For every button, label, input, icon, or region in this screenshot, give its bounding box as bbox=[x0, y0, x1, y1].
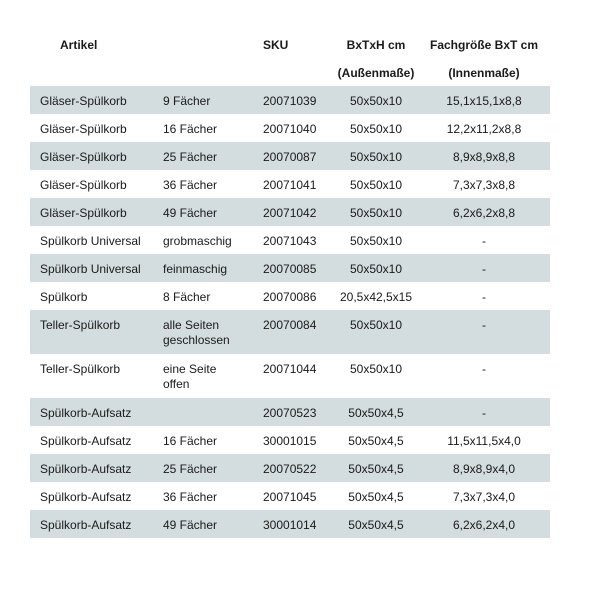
table-row bbox=[30, 482, 550, 510]
cell-dimensions: 50x50x4,5 bbox=[348, 434, 404, 448]
cell-sku: 20070086 bbox=[263, 290, 317, 304]
cell-sku: 20070523 bbox=[263, 406, 317, 420]
header-compartment-note: (Innenmaße) bbox=[448, 66, 520, 80]
cell-artikel: Teller-Spülkorb bbox=[40, 362, 121, 376]
cell-dimensions: 50x50x4,5 bbox=[348, 462, 404, 476]
cell-variante: eine Seite bbox=[163, 362, 217, 376]
cell-compartment-size: 7,3x7,3x8,8 bbox=[452, 178, 516, 192]
cell-artikel: Teller-Spülkorb bbox=[40, 318, 121, 332]
table-row bbox=[30, 142, 550, 170]
table-body bbox=[30, 86, 550, 538]
table-row bbox=[30, 86, 550, 114]
table-row bbox=[30, 198, 550, 226]
cell-variante: 25 Fächer bbox=[163, 462, 218, 476]
cell-compartment-size: 6,2x6,2x4,0 bbox=[452, 518, 516, 532]
cell-variante-line2: offen bbox=[163, 377, 190, 391]
cell-sku: 20071044 bbox=[263, 362, 317, 376]
cell-compartment-size: - bbox=[482, 362, 486, 376]
cell-dimensions: 50x50x10 bbox=[349, 318, 403, 332]
cell-dimensions: 50x50x4,5 bbox=[348, 490, 404, 504]
cell-compartment-size: - bbox=[482, 290, 486, 304]
cell-variante: 8 Fächer bbox=[163, 290, 211, 304]
cell-sku: 20071042 bbox=[263, 206, 317, 220]
cell-compartment-size: 12,2x11,2x8,8 bbox=[446, 122, 522, 136]
cell-sku: 20070085 bbox=[263, 262, 317, 276]
table-row bbox=[30, 398, 550, 426]
cell-variante: 36 Fächer bbox=[163, 178, 218, 192]
cell-variante: 49 Fächer bbox=[163, 206, 218, 220]
cell-variante: alle Seiten bbox=[163, 318, 220, 332]
cell-artikel: Gläser-Spülkorb bbox=[40, 150, 127, 164]
header-artikel: Artikel bbox=[60, 38, 98, 52]
cell-sku: 30001015 bbox=[263, 434, 317, 448]
cell-compartment-size: 8,9x8,9x8,8 bbox=[452, 150, 516, 164]
cell-dimensions: 50x50x10 bbox=[349, 234, 403, 248]
table-header-row bbox=[30, 30, 550, 58]
cell-variante: 16 Fächer bbox=[163, 122, 218, 136]
cell-sku: 20070087 bbox=[263, 150, 317, 164]
cell-variante: 9 Fächer bbox=[163, 94, 211, 108]
cell-sku: 20071043 bbox=[263, 234, 317, 248]
cell-artikel: Gläser-Spülkorb bbox=[40, 94, 127, 108]
cell-variante-line2: geschlossen bbox=[163, 333, 230, 347]
cell-variante: 49 Fächer bbox=[163, 518, 218, 532]
cell-compartment-size: 15,1x15,1x8,8 bbox=[446, 94, 522, 108]
cell-dimensions: 50x50x10 bbox=[349, 206, 403, 220]
cell-artikel: Gläser-Spülkorb bbox=[40, 178, 127, 192]
cell-dimensions: 50x50x10 bbox=[349, 150, 403, 164]
cell-sku: 20071045 bbox=[263, 490, 317, 504]
cell-compartment-size: 6,2x6,2x8,8 bbox=[452, 206, 516, 220]
cell-sku: 20071040 bbox=[263, 122, 317, 136]
table-header-subrow bbox=[30, 58, 550, 86]
cell-artikel: Spülkorb bbox=[40, 290, 88, 304]
cell-artikel: Spülkorb-Aufsatz bbox=[40, 490, 132, 504]
cell-compartment-size: - bbox=[482, 406, 486, 420]
cell-compartment-size: 8,9x8,9x4,0 bbox=[452, 462, 516, 476]
cell-sku: 20070084 bbox=[263, 318, 317, 332]
cell-artikel: Spülkorb Universal bbox=[40, 262, 141, 276]
cell-dimensions: 50x50x4,5 bbox=[348, 518, 404, 532]
cell-dimensions: 50x50x10 bbox=[349, 178, 403, 192]
table-row bbox=[30, 114, 550, 142]
cell-dimensions: 50x50x10 bbox=[349, 122, 403, 136]
product-table bbox=[30, 30, 550, 538]
table-row bbox=[30, 310, 550, 354]
header-sku: SKU bbox=[263, 38, 289, 52]
cell-artikel: Spülkorb-Aufsatz bbox=[40, 434, 132, 448]
table-row bbox=[30, 354, 550, 398]
cell-variante: 16 Fächer bbox=[163, 434, 218, 448]
table-row bbox=[30, 426, 550, 454]
cell-sku: 20071041 bbox=[263, 178, 317, 192]
cell-compartment-size: 11,5x11,5x4,0 bbox=[447, 434, 521, 448]
table-row bbox=[30, 226, 550, 254]
cell-compartment-size: 7,3x7,3x4,0 bbox=[452, 490, 516, 504]
cell-variante: 36 Fächer bbox=[163, 490, 218, 504]
cell-dimensions: 50x50x10 bbox=[349, 362, 403, 376]
cell-sku: 30001014 bbox=[263, 518, 317, 532]
cell-dimensions: 50x50x10 bbox=[349, 262, 403, 276]
cell-artikel: Gläser-Spülkorb bbox=[40, 206, 127, 220]
header-dimensions: BxTxH cm bbox=[346, 38, 406, 52]
table-row bbox=[30, 170, 550, 198]
header-dimensions-note: (Außenmaße) bbox=[337, 66, 415, 80]
cell-dimensions: 20,5x42,5x15 bbox=[339, 290, 413, 304]
cell-artikel: Gläser-Spülkorb bbox=[40, 122, 127, 136]
header-compartment-size: Fachgröße BxT cm bbox=[429, 38, 539, 52]
cell-dimensions: 50x50x4,5 bbox=[348, 406, 404, 420]
cell-sku: 20071039 bbox=[263, 94, 317, 108]
cell-variante: grobmaschig bbox=[163, 234, 232, 248]
table-row bbox=[30, 454, 550, 482]
cell-compartment-size: - bbox=[482, 262, 486, 276]
cell-artikel: Spülkorb-Aufsatz bbox=[40, 406, 132, 420]
cell-variante: 25 Fächer bbox=[163, 150, 218, 164]
cell-variante: feinmaschig bbox=[163, 262, 228, 276]
cell-compartment-size: - bbox=[482, 318, 486, 332]
cell-artikel: Spülkorb Universal bbox=[40, 234, 141, 248]
table-row bbox=[30, 510, 550, 538]
cell-artikel: Spülkorb-Aufsatz bbox=[40, 462, 132, 476]
table-row bbox=[30, 282, 550, 310]
cell-dimensions: 50x50x10 bbox=[349, 94, 403, 108]
table-row bbox=[30, 254, 550, 282]
cell-compartment-size: - bbox=[482, 234, 486, 248]
cell-sku: 20070522 bbox=[263, 462, 317, 476]
cell-artikel: Spülkorb-Aufsatz bbox=[40, 518, 132, 532]
